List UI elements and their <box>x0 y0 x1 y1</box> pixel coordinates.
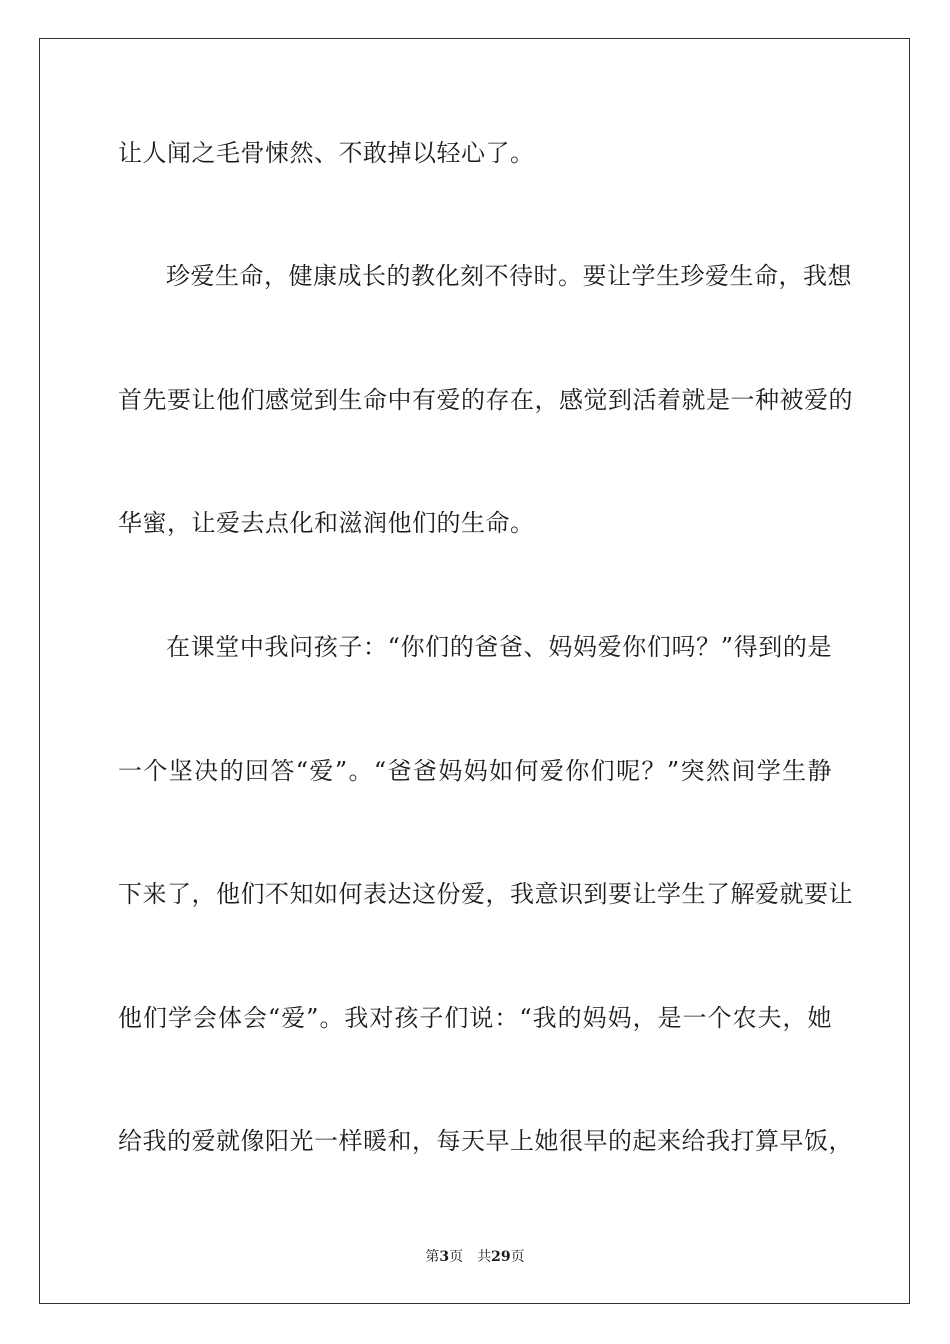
text-line-7: 下来了，他们不知如何表达这份爱，我意识到要让学生了解爱就要让 <box>118 880 853 908</box>
page-border <box>39 38 910 1304</box>
footer-total-suffix: 页 <box>510 1249 525 1265</box>
text-line-5: 在课堂中我问孩子：“你们的爸爸、妈妈爱你们吗？”得到的是 <box>166 633 832 661</box>
footer-total-prefix: 共 <box>477 1249 492 1265</box>
footer-page-suffix: 页 <box>449 1249 464 1265</box>
text-line-2: 珍爱生命，健康成长的教化刻不待时。要让学生珍爱生命，我想 <box>166 262 852 290</box>
text-line-8: 他们学会体会“爱”。我对孩子们说：“我的妈妈，是一个农夫，她 <box>118 1004 832 1032</box>
footer-page-prefix: 第 <box>425 1249 440 1265</box>
page-footer <box>0 1247 950 1267</box>
footer-total-pages: 29 <box>491 1249 511 1265</box>
text-line-1: 让人闻之毛骨悚然、不敢掉以轻心了。 <box>118 139 535 167</box>
text-line-4: 华蜜，让爱去点化和滋润他们的生命。 <box>118 509 535 537</box>
text-line-9: 给我的爱就像阳光一样暖和，每天早上她很早的起来给我打算早饭， <box>118 1127 853 1155</box>
footer-page-number: 3 <box>439 1249 450 1265</box>
text-line-6: 一个坚决的回答“爱”。“爸爸妈妈如何爱你们呢？”突然间学生静 <box>118 757 832 785</box>
text-line-3: 首先要让他们感觉到生命中有爱的存在，感觉到活着就是一种被爱的 <box>118 386 853 414</box>
